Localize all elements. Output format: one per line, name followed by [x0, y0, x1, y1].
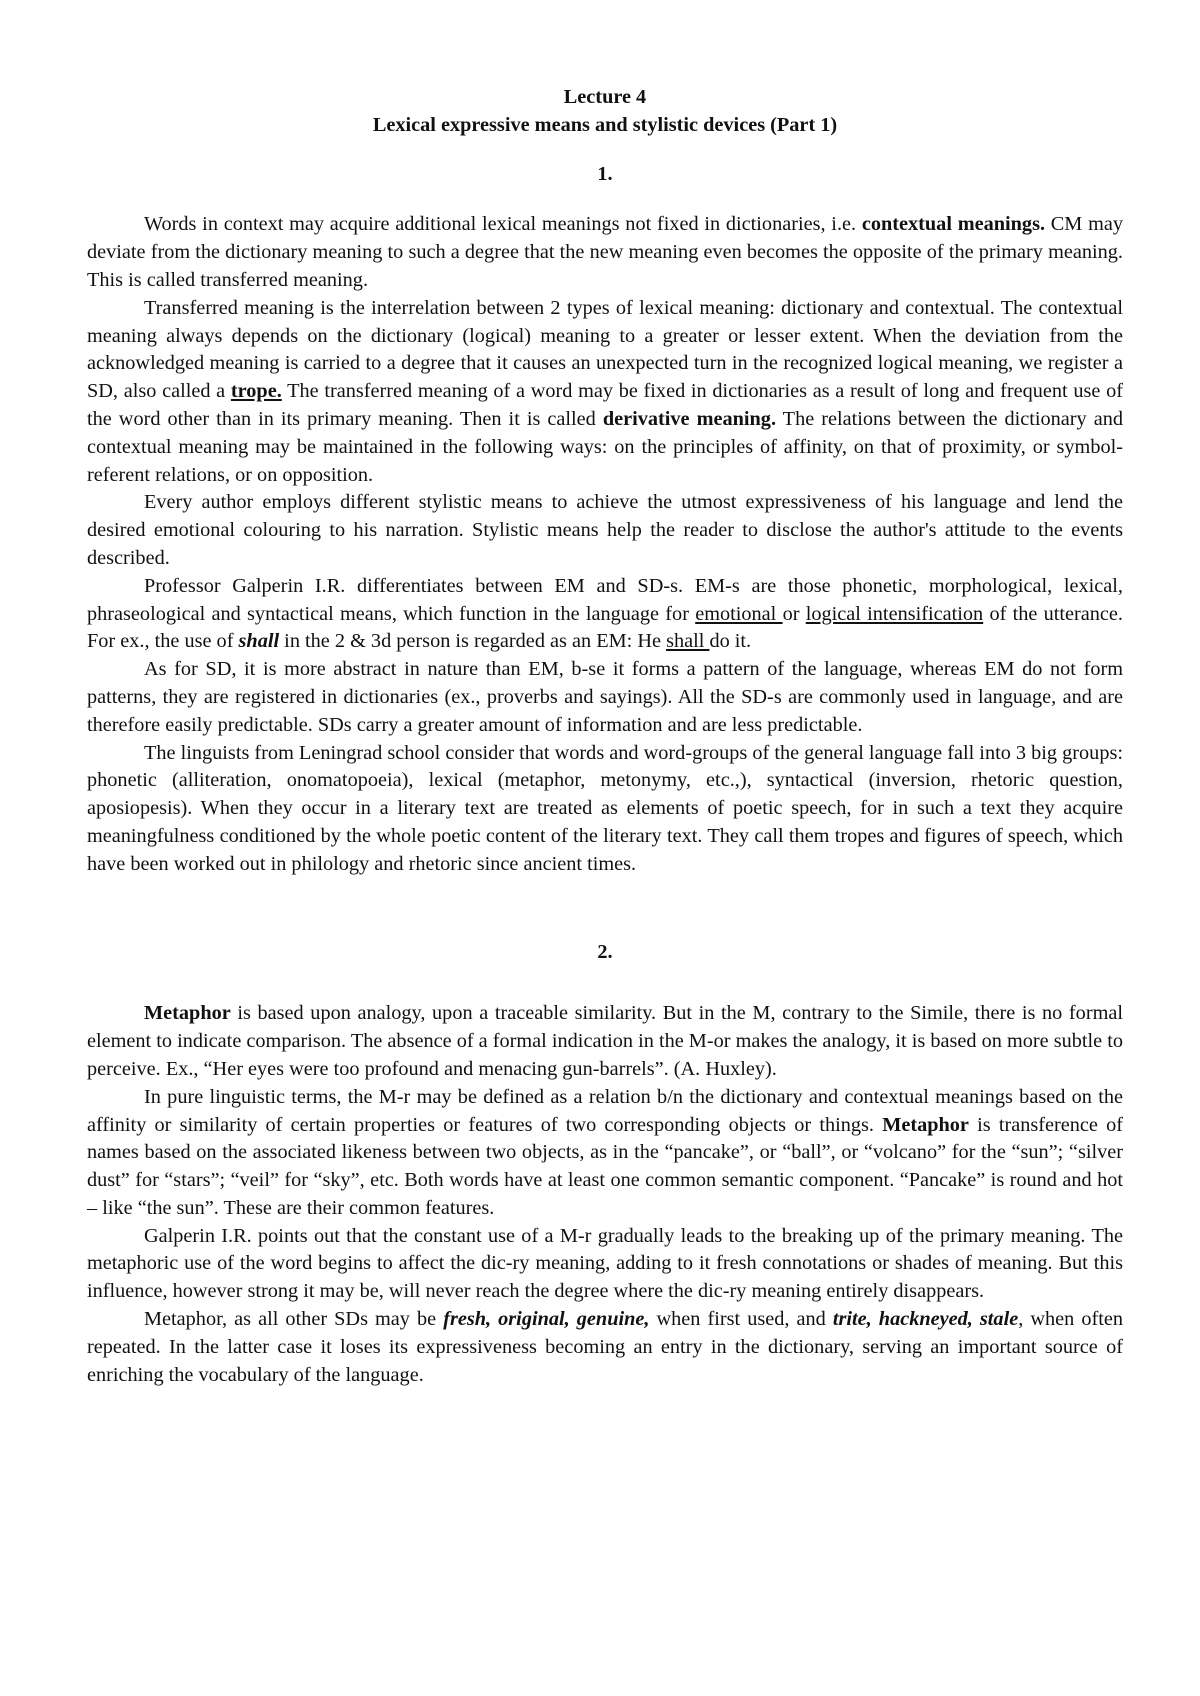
text-run: CM may deviate from the dictionary meaning to such a degree that the new meaning even becomes the opposite of the primary meaning. This is called transferred meaning. [87, 213, 1123, 291]
paragraph-leningrad-school: The linguists from Leningrad school consider that words and word-groups of the general language fall into 3 big groups: phonetic (alliteration, onomatopoeia), lexical (metaphor, metonymy, etc.,), syntactical (inversion, rhetoric question, aposiopesis). When they occur in a literary text are treated as elements of poetic speech, for in such a text they acquire meaningfulness conditioned by the whole poetic content of the literary text. They call them tropes and figures of speech, which have been worked out in philology and rhetoric since ancient times. [87, 741, 1123, 875]
text-run: The relations between the dictionary and contextual meaning may be maintained in the following ways: on the principles of affinity, on that of proximity, or symbol-referent relations, or on opposition. [87, 407, 1123, 486]
text-run: do it. [709, 630, 752, 653]
term-metaphor: Metaphor [882, 1113, 969, 1136]
spacer [87, 140, 1123, 161]
term-metaphor: Metaphor [144, 1002, 231, 1025]
paragraph-sd-abstract: As for SD, it is more abstract in nature than EM, b-se it forms a pattern of the language, whereas EM do not form patterns, they are registered in dictionaries (ex., proverbs and sayings). All the SD-s are commonly used in language, and are therefore easily predictable. SDs carry a greater amount of information and are less predictable. [87, 658, 1123, 736]
paragraph-transferred-meaning [87, 295, 1123, 490]
text-run: In pure linguistic terms, the M-r may be defined as a relation b/n the dictionary and contextual meanings based on the affinity or similarity of certain properties or features of two corresponding objects or things. [87, 1085, 1123, 1136]
section-number-1: 1. [597, 162, 613, 185]
text-run: Words in context may acquire additional lexical meanings not fixed in dictionaries, i.e. [144, 213, 862, 236]
text-run: Metaphor, as all other SDs may be [144, 1308, 444, 1331]
spacer [87, 188, 1123, 211]
text-run: Transferred meaning is the interrelation between 2 types of lexical meaning: dictionary and contextual. The contextual meaning always depends on the dictionary (logical) meaning to a greater or lesser extent. When the deviation from the acknowledged meaning is carried to a degree that it causes an unexpected turn in the recognized logical meaning, we register a SD, also called a [87, 296, 1123, 403]
text-run: is transference of names based on the associated likeness between two objects, as in the “pancake”, or “ball”, or “volcano” for the “sun”; “silver dust” for “stars”; “veil” for “sky”, etc. Both words have at least one common semantic component. “Pancake” is round and hot – like “the sun”. These are their common features. [87, 1113, 1124, 1219]
text-run: is based upon analogy, upon a traceable similarity. But in the M, contrary to the Simile, there is no formal element to indicate comparison. The absence of a formal indication in the M-or makes the analogy, it is based on more subtle to perceive. Ex., “Her eyes were too profound and menacing gun-barrels”. (A. Huxley). [87, 1002, 1123, 1080]
text-run: , when often repeated. In the latter case it loses its expressiveness becoming an entry in the dictionary, serving an important source of enriching the vocabulary of the language. [87, 1308, 1123, 1386]
text-run: when first used, and [649, 1308, 833, 1331]
paragraph-galperin-metaphor: Galperin I.R. points out that the constant use of a M-r gradually leads to the breaking up of the primary meaning. The metaphoric use of the word begins to affect the dic-ry meaning, adding to it fresh connotations or shades of meaning. But this influence, however strong it may be, will never reach the degree where the dic-ry meaning entirely disappears. [87, 1224, 1123, 1303]
section-number-2: 2. [597, 940, 613, 963]
paragraph-galperin-em-sd [87, 573, 1123, 656]
paragraph-metaphor-definition [87, 1000, 1123, 1083]
text-run: Professor Galperin I.R. differentiates between EM and SD-s. EM-s are those phonetic, morphological, lexical, phraseological and syntactical means, which function in the language for [87, 574, 1123, 625]
text-run: in the 2 & 3d person is regarded as an EM: He [279, 630, 667, 653]
spacer [87, 879, 1123, 939]
term-derivative-meaning: derivative meaning. [602, 407, 777, 430]
text-run: The transferred meaning of a word may be fixed in dictionaries as a result of long and frequent use of the word other than in its primary meaning. Then it is called [87, 380, 1123, 430]
term-shall-example: shall [666, 630, 710, 653]
lecture-subtitle: Lexical expressive means and stylistic devices (Part 1) [372, 113, 838, 136]
term-trope: trope. [230, 380, 282, 403]
paragraph-stylistic-means: Every author employs different stylistic means to achieve the utmost expressiveness of his language and lend the desired emotional colouring to his narration. Stylistic means help the reader to disclose the author's attitude to the events described. [87, 491, 1123, 569]
paragraph-contextual-meanings [87, 211, 1123, 294]
term-logical-intensification: logical intensification [805, 602, 984, 625]
term-fresh-original-genuine: fresh, original, genuine, [443, 1308, 650, 1331]
document-page [87, 84, 1123, 1389]
lecture-title: Lecture 4 [563, 86, 647, 108]
term-emotional: emotional [695, 602, 783, 625]
paragraph-metaphor-types [87, 1306, 1123, 1389]
spacer [87, 966, 1123, 1000]
term-shall: shall [238, 630, 280, 653]
term-trite-hackneyed-stale: trite, hackneyed, stale [832, 1308, 1019, 1331]
paragraph-metaphor-linguistic [87, 1084, 1123, 1223]
text-run: or [782, 602, 806, 625]
term-contextual-meanings: contextual meanings. [861, 213, 1046, 236]
text-run: of the utterance. For ex., the use of [87, 602, 1123, 653]
